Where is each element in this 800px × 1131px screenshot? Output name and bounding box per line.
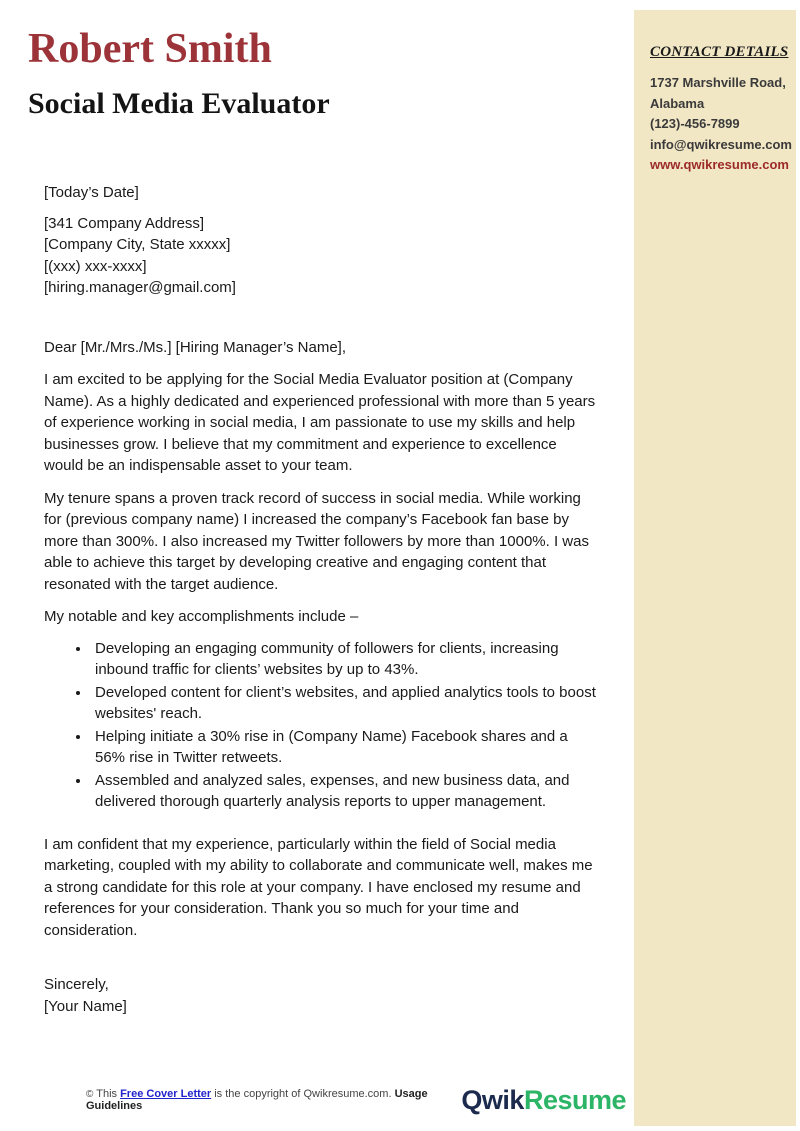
signature-block bbox=[44, 974, 596, 1017]
signoff-text: Sincerely, bbox=[44, 976, 109, 994]
logo-text-qwik: Qwik bbox=[461, 1084, 524, 1115]
website-link[interactable]: www.qwikresume.com bbox=[650, 157, 789, 172]
contact-phone: (123)-456-7899 bbox=[650, 116, 740, 131]
recipient-address-line: [hiring.manager@gmail.com] bbox=[44, 279, 236, 297]
usage-guidelines-link[interactable]: Usage Guidelines bbox=[86, 1088, 428, 1112]
qwikresume-logo bbox=[461, 1084, 626, 1115]
contact-email-link[interactable]: info@qwikresume.com bbox=[650, 136, 792, 152]
contact-details-list bbox=[650, 73, 792, 176]
salutation: Dear [Mr./Mrs./Ms.] [Hiring Manager’s Name], bbox=[44, 338, 347, 356]
list-item: • Developing an engaging community of followers for clients, increasing inbound traffic for clients’ websites by up to 43%. bbox=[91, 638, 596, 681]
accomplishments-intro: My notable and key accomplishments include – bbox=[44, 608, 359, 626]
page-footer bbox=[86, 1080, 626, 1120]
date-placeholder: [Today’s Date] bbox=[44, 184, 139, 202]
contact-details-heading: CONTACT DETAILS bbox=[650, 44, 789, 60]
letter-main-column bbox=[28, 0, 620, 1017]
signature-placeholder: [Your Name] bbox=[44, 997, 127, 1015]
free-cover-letter-link[interactable]: Free Cover Letter bbox=[120, 1088, 212, 1100]
contact-address-line: Alabama bbox=[650, 95, 705, 111]
copyright-middle: is the copyright of Qwikresume.com. bbox=[214, 1088, 392, 1100]
list-item: • Assembled and analyzed sales, expenses, and new business data, and delivered thorough quarterly analysis reports to upper management. bbox=[91, 770, 596, 813]
list-item: • Developed content for client’s websites, and applied analytics tools to boost websites' reach. bbox=[91, 682, 596, 725]
recipient-address-line: [(xxx) xxx-xxxx] bbox=[44, 257, 147, 275]
copyright-note bbox=[86, 1088, 461, 1112]
letter-body bbox=[44, 182, 596, 1017]
job-title: Social Media Evaluator bbox=[28, 87, 330, 121]
copyright-icon: © bbox=[86, 1089, 94, 1100]
recipient-address-line: [341 Company Address] bbox=[44, 214, 205, 232]
recipient-address-line: [Company City, State xxxxx] bbox=[44, 236, 231, 254]
contact-sidebar bbox=[634, 10, 796, 1126]
closing-paragraph: I am confident that my experience, particularly within the field of Social media marketing, coupled with my ability to collaborate and communicate well, makes me a strong candidate for this role at your company. I have enclosed my resume and references for your consideration. Thank you so much for your time and consideration. bbox=[44, 835, 593, 939]
candidate-name: Robert Smith bbox=[28, 26, 272, 72]
list-item: • Helping initiate a 30% rise in (Company Name) Facebook shares and a 56% rise in Twitter retweets. bbox=[91, 726, 596, 769]
experience-paragraph: My tenure spans a proven track record of success in social media. While working for (previous company name) I increased the company’s Facebook fan base by more than 300%. I also increased my Twitter followers by more than 1000%. I was able to achieve this target by developing creative and engaging content that resonated with the target audience. bbox=[44, 489, 589, 593]
contact-address-line: 1737 Marshville Road, bbox=[650, 75, 786, 90]
accomplishments-list bbox=[44, 638, 596, 813]
copyright-prefix: This bbox=[96, 1088, 118, 1100]
recipient-address-block bbox=[44, 213, 596, 299]
logo-text-resume: Resume bbox=[523, 1084, 626, 1115]
intro-paragraph: I am excited to be applying for the Social Media Evaluator position at (Company Name). As a highly dedicated and experienced professional with more than 5 years of experience working in social media, I am passionate to use my skills and help businesses grow. I believe that my commitment and experience to excellence would be an indispensable asset to your team. bbox=[44, 371, 596, 475]
